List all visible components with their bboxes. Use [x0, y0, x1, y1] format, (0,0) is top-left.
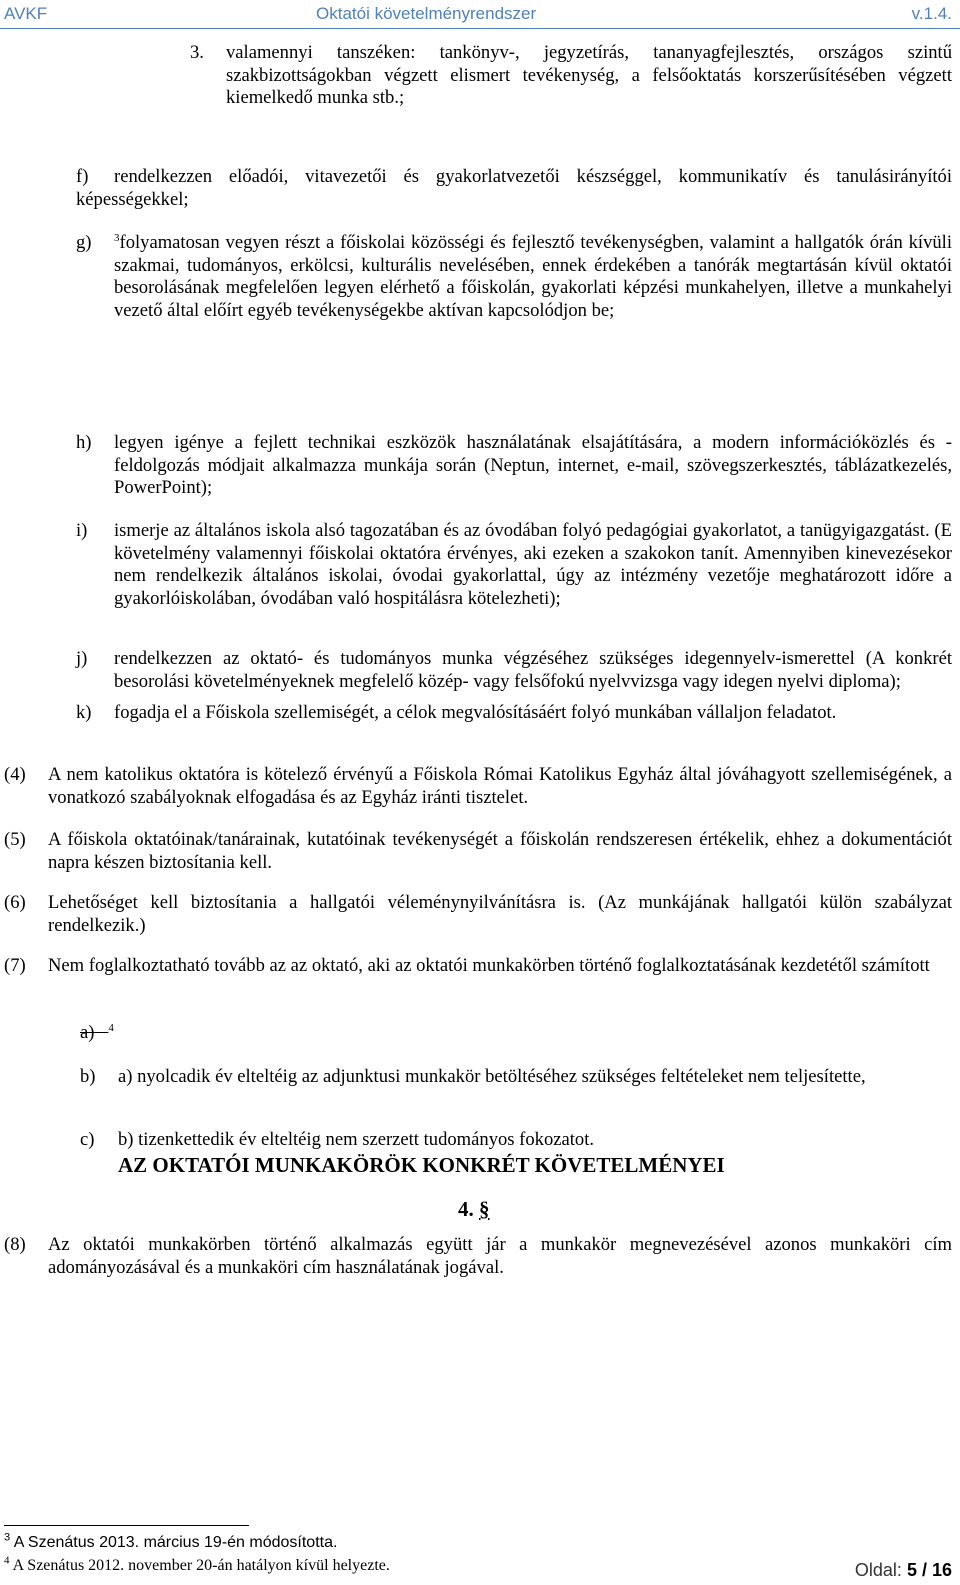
page-number: 5 / 16 — [906, 1560, 952, 1580]
footnote-ref-3: 3 — [114, 231, 120, 244]
section-number: 4. § — [458, 1197, 490, 1221]
item-label-3: 3. — [190, 42, 204, 63]
item-text-h: legyen igénye a fejlett technikai eszközök használatának elsajátítására, a modern információközlés és -feldolgozás módjait alkalmazza munkája során (Neptun, internet, e-mail, szövegszerkesztés, táblázatkezelés, PowerPoint); — [114, 432, 952, 498]
header-title: Oktatói követelményrendszer — [316, 4, 537, 23]
paragraph-label-4: (4) — [4, 764, 26, 785]
item-text-3: valamennyi tanszéken: tankönyv-, jegyzetírás, tananyagfejlesztés, országos szintű szakbizottságokban végzett elismert tevékenység, a felsőoktatás korszerűsítésében végzett kiemelkedő munka stb.; — [226, 42, 952, 108]
footnote-separator — [4, 1525, 249, 1526]
item-g — [114, 232, 952, 322]
item-label-k: k) — [76, 702, 92, 723]
section-heading: AZ OKTATÓI MUNKAKÖRÖK KONKRÉT KÖVETELMÉNYEI — [118, 1153, 725, 1177]
item-label-h: h) — [76, 432, 92, 453]
paragraph-label-7: (7) — [4, 955, 26, 976]
paragraph-label-5: (5) — [4, 829, 26, 850]
item-label-j: j) — [76, 648, 88, 669]
paragraph-label-8: (8) — [4, 1234, 26, 1255]
item-text-k: fogadja el a Főiskola szellemiségét, a célok megvalósításáért folyó munkában vállaljon feladatot. — [114, 702, 837, 723]
header-version: v.1.4. — [911, 4, 952, 23]
item-text-j: rendelkezzen az oktató- és tudományos munka végzéséhez szükséges idegennyelv-ismerettel (A konkrét besorolási követelményeknek megfelelő közép- vagy felsőfokú nyelvvizsga vagy idegen nyelvi diploma); — [114, 648, 952, 692]
paragraph-text-4: A nem katolikus oktatóra is kötelező érvényű a Főiskola Római Katolikus Egyház által jóváhagyott szellemiségének, a vonatkozó szabályoknak elfogadása és az Egyház iránti tisztelet. — [48, 764, 952, 808]
page-header — [0, 0, 960, 29]
item-text-g: folyamatosan vegyen részt a főiskolai közösségi és fejlesztő tevékenységben, valamint a hallgatók órán kívüli szakmai, tudományos, erkölcsi, kulturális nevelésében, ennek érdekében a tanórák megtartásán kívül oktatói besorolásának megfelelően legyen elérhető a főiskolán, gyakorlati képzési munkahelyen, illetve a munkahelyi vezető által előírt egyéb tevékenységekbe aktívan kapcsolódjon be; — [114, 232, 952, 321]
item-text-i: ismerje az általános iskola alsó tagozatában és az óvodában folyó pedagógiai gyakorlatot, a tanügyigazgatást. (E követelmény valamennyi főiskolai oktatóra érvényes, aki ezeken a szakokon tanít. Amennyiben kinevezésekor nem rendelkezik általános iskolai, óvodai gyakorlattal, úgy az intézmény vezetője meghatározott időre a gyakorlóiskolában, óvodában való hospitálásra kötelezheti); — [114, 520, 952, 609]
paragraph-text-8: Az oktatói munkakörben történő alkalmazás együtt jár a munkakör megnevezésével azonos munkaköri cím adományozásával és a munkaköri cím használatának jogával. — [48, 1234, 952, 1278]
item-label-f: f) — [76, 166, 89, 187]
paragraph-text-5: A főiskola oktatóinak/tanárainak, kutatóinak tevékenységét a főiskolán rendszeresen értékelik, ehhez a dokumentációt napra készen biztosítania kell. — [48, 829, 952, 873]
footer-label: Oldal: — [854, 1560, 902, 1580]
footnote-4: $^4$ A Szenátus 2012. november 20-án hatályon kívül helyezte. — [4, 1554, 390, 1574]
subitem-text-c: b) tizenkettedik év elteltéig nem szerzett tudományos fokozatot. — [118, 1129, 595, 1150]
item-label-i: i) — [76, 520, 88, 541]
footnote-ref-4: 4 — [108, 1021, 114, 1034]
item-text-f: rendelkezzen előadói, vitavezetői és gyakorlatvezetői készséggel, kommunikatív és tanulásirányítói képességekkel; — [76, 166, 952, 210]
paragraph-label-6: (6) — [4, 892, 26, 913]
paragraph-text-6: Lehetőséget kell biztosítania a hallgatói véleménynyilvánításra is. (Az munkájának hallgatói külön szabályzat rendelkezik.) — [48, 892, 952, 936]
header-left: AVKF — [4, 4, 48, 23]
subitem-label-b: b) — [80, 1066, 96, 1087]
paragraph-text-7: Nem foglalkoztatható tovább az az oktató, aki az oktatói munkakörben történő foglalkoztatásának kezdetétől számított — [48, 955, 930, 976]
subitem-label-a: a) — [80, 1022, 95, 1043]
subitem-text-b: a) nyolcadik év elteltéig az adjunktusi munkakör betöltéséhez szükséges feltételeket nem teljesítette, — [118, 1066, 866, 1087]
page-footer — [855, 1560, 952, 1581]
item-label-g: g) — [76, 232, 92, 253]
footnote-3: $^3$ A Szenátus 2013. március 19-én módosította. — [4, 1531, 338, 1551]
subitem-a — [80, 1022, 114, 1045]
subitem-label-c: c) — [80, 1129, 95, 1150]
